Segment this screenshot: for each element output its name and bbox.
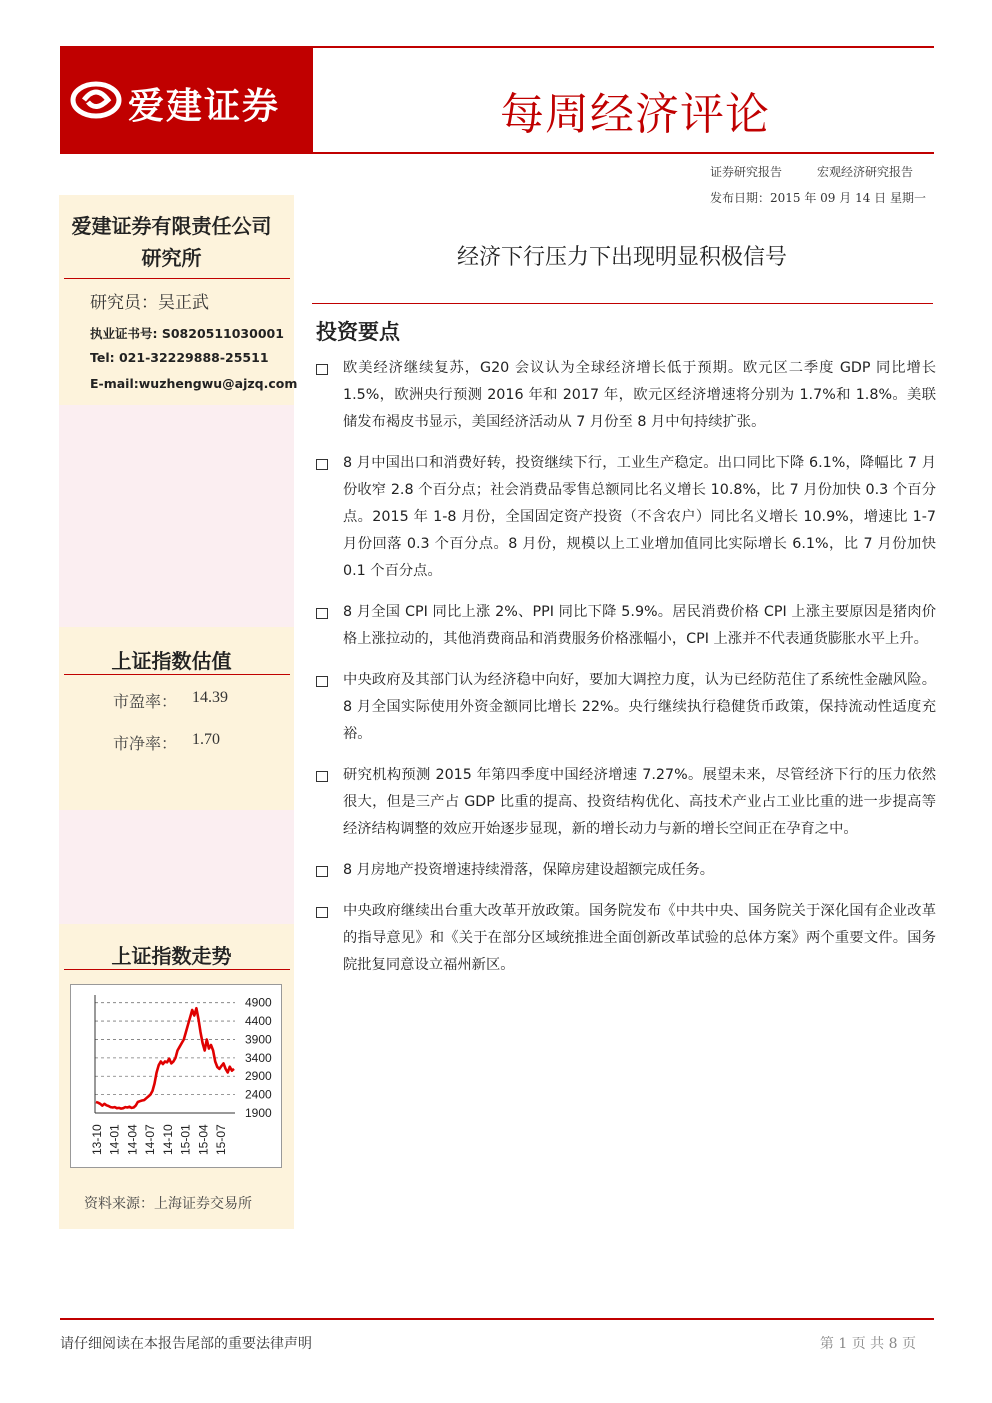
header-rule	[60, 152, 934, 154]
headline-rule	[312, 303, 933, 304]
key-point-text: 8 月全国 CPI 同比上涨 2%、PPI 同比下降 5.9%。居民消费价格 CPI 上涨主要原因是猪肉价格上涨拉动的，其他消费商品和消费服务价格涨幅小，CPI 上涨并不代表通货膨胀水平上升。	[343, 604, 936, 647]
section-title: 投资要点	[316, 319, 400, 344]
logo-text: 爱建证券	[128, 85, 281, 127]
x-tick-label: 14-04	[125, 1124, 140, 1155]
sidebar-rule	[64, 278, 290, 279]
pb-value: 1.70	[192, 731, 220, 748]
report-type: 证券研究报告	[710, 165, 783, 179]
telephone: Tel: 021-32229888-25511	[90, 350, 269, 365]
report-category: 宏观经济研究报告	[817, 165, 914, 179]
x-tick-label: 14-10	[160, 1124, 175, 1155]
key-point-text: 欧美经济继续复苏，G20 会议认为全球经济增长低于预期。欧元区二季度 GDP 同比增长 1.5%，欧洲央行预测 2016 年和 2017 年，欧元区经济增速将分别为 1.7%和 1.8%。美联储发布褐皮书显示，美国经济活动从 7 月份至 8 月中旬持续扩张。	[343, 360, 936, 430]
y-tick-label: 4400	[245, 1014, 272, 1029]
publish-date: 发布日期：2015 年 09 月 14 日 星期一	[710, 191, 926, 205]
list-item	[316, 355, 936, 436]
company-name-line2: 研究所	[141, 246, 202, 270]
checkbox-bullet-icon	[316, 459, 328, 470]
checkbox-bullet-icon	[316, 608, 328, 619]
sidebar-spacer	[59, 810, 294, 924]
logo-mark-icon	[70, 80, 122, 120]
x-tick-label: 13-10	[90, 1124, 104, 1155]
researcher-name: 研究员：吴正武	[90, 293, 209, 313]
x-tick-label: 15-01	[178, 1124, 193, 1155]
y-tick-label: 3400	[245, 1050, 272, 1065]
key-point-text: 中央政府继续出台重大改革开放政策。国务院发布《中共中央、国务院关于深化国有企业改革的指导意见》和《关于在部分区域统推进全面创新改革试验的总体方案》两个重要文件。国务院批复同意设立福州新区。	[343, 903, 936, 973]
x-tick-label: 14-01	[107, 1124, 122, 1155]
y-tick-label: 1900	[245, 1106, 272, 1120]
footer-rule	[60, 1318, 934, 1320]
index-chart	[71, 985, 281, 1167]
pb-label: 市净率：	[113, 734, 178, 753]
y-tick-label: 2900	[245, 1069, 272, 1084]
key-point-text: 研究机构预测 2015 年第四季度中国经济增速 7.27%。展望未来，尽管经济下行的压力依然很大，但是三产占 GDP 比重的提高、投资结构优化、高技术产业占工业比重的进一步提高等经济结构调整的效应开始逐步显现，新的增长动力与新的增长空间正在孕育之中。	[343, 767, 936, 837]
checkbox-bullet-icon	[316, 364, 328, 375]
legal-notice: 请仔细阅读在本报告尾部的重要法律声明	[60, 1336, 312, 1352]
y-tick-label: 4900	[245, 995, 272, 1010]
page-number: 第 1 页 共 8 页	[819, 1336, 916, 1352]
sidebar-rule	[64, 674, 290, 675]
pe-label: 市盈率：	[113, 692, 178, 711]
sidebar-rule	[64, 969, 290, 970]
license-number: 执业证书号: S0820511030001	[90, 326, 284, 341]
chart-source: 资料来源：上海证券交易所	[84, 1196, 252, 1212]
x-tick-label: 14-07	[143, 1124, 158, 1155]
y-tick-label: 3900	[245, 1032, 272, 1047]
x-tick-label: 15-04	[196, 1124, 211, 1155]
list-item	[316, 762, 936, 843]
sidebar-spacer	[59, 405, 294, 627]
email[interactable]: E-mail:wuzhengwu@ajzq.com	[90, 376, 298, 391]
list-item	[316, 898, 936, 979]
report-headline: 经济下行压力下出现明显积极信号	[456, 245, 787, 270]
index-chart-frame	[70, 984, 282, 1168]
x-tick-label: 15-07	[214, 1124, 228, 1155]
key-point-text: 8 月中国出口和消费好转，投资继续下行，工业生产稳定。出口同比下降 6.1%，降幅比 7 月份收窄 2.8 个百分点；社会消费品零售总额同比名义增长 10.8%，比 7 月份加快 0.3 个百分点。2015 年 1-8 月份，全国固定资产投资（不含农户）同比名义增长 10.9%，增速比 1-7 月份回落 0.3 个百分点。8 月份，规模以上工业增加值同比实际增长 6.1%，比 7 月份加快 0.1 个百分点。	[343, 455, 936, 579]
index-series-line	[96, 1008, 234, 1108]
report-series-title: 每周经济评论	[500, 89, 770, 140]
y-tick-label: 2400	[245, 1087, 272, 1102]
list-item	[316, 450, 936, 585]
checkbox-bullet-icon	[316, 676, 328, 687]
key-points-list	[316, 355, 936, 993]
key-point-text: 8 月房地产投资增速持续滑落，保障房建设超额完成任务。	[343, 862, 715, 878]
company-name	[59, 210, 284, 274]
valuation-heading: 上证指数估值	[111, 649, 232, 673]
pe-value: 14.39	[192, 689, 228, 706]
checkbox-bullet-icon	[316, 907, 328, 918]
list-item	[316, 599, 936, 653]
checkbox-bullet-icon	[316, 771, 328, 782]
trend-heading: 上证指数走势	[111, 944, 232, 968]
list-item	[316, 857, 936, 884]
key-point-text: 中央政府及其部门认为经济稳中向好，要加大调控力度，认为已经防范住了系统性金融风险。8 月全国实际使用外资金额同比增长 22%。央行继续执行稳健货币政策，保持流动性适度充裕。	[343, 672, 936, 742]
checkbox-bullet-icon	[316, 866, 328, 877]
list-item	[316, 667, 936, 748]
company-name-line1: 爱建证券有限责任公司	[71, 214, 272, 238]
